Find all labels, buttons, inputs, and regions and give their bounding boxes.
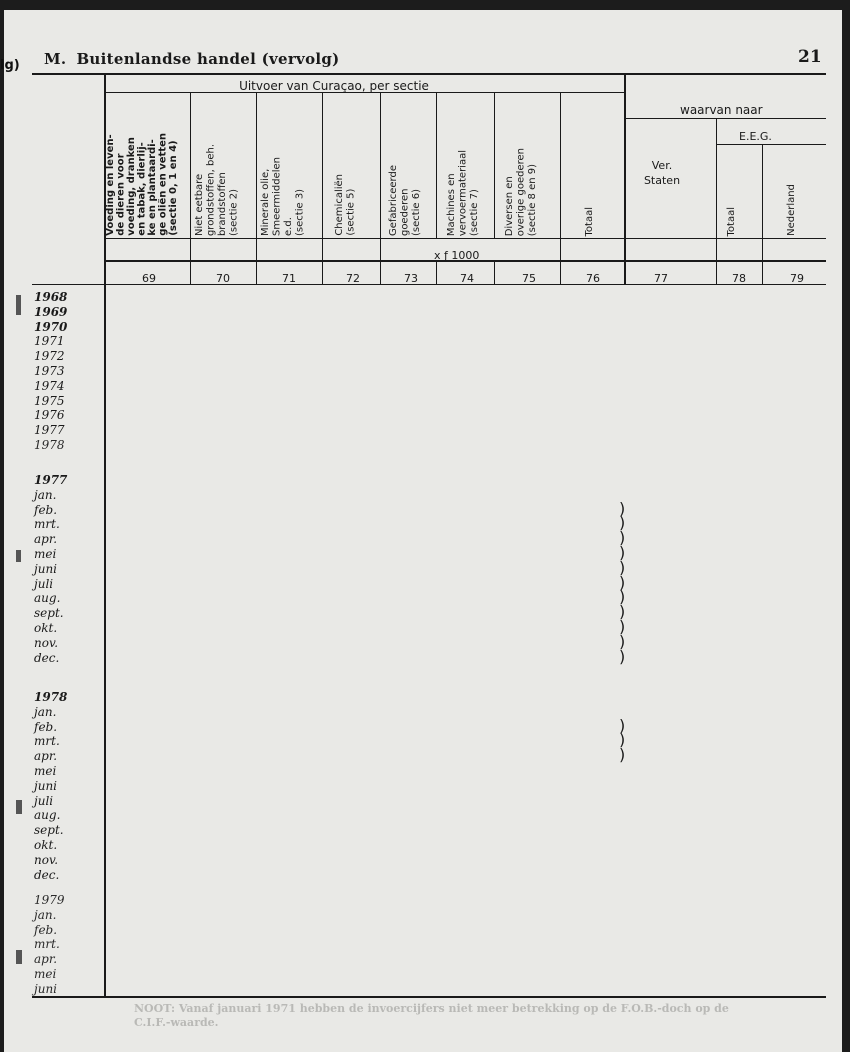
col-number: 72 <box>346 272 360 285</box>
eec-title: E.E.G. <box>739 130 772 143</box>
col-sep-mid <box>494 260 495 284</box>
brace-mark: ) <box>619 745 626 765</box>
row-label: nov. <box>34 852 59 867</box>
brace-mark: ) <box>619 602 626 622</box>
row-label: dec. <box>34 867 60 882</box>
col-sep <box>716 118 717 284</box>
col-sep <box>322 92 323 284</box>
row-label: 1979 <box>34 893 65 907</box>
col-header-71: Minerale olie, Smeermiddelen e.d. (sectie 3) <box>260 157 306 236</box>
col-number: 69 <box>142 272 156 285</box>
col-number: 79 <box>790 272 804 285</box>
united-states-header: Ver. Staten <box>643 159 681 187</box>
row-label: sept. <box>34 823 64 838</box>
row-label: jan. <box>34 907 57 922</box>
row-label: mei <box>34 967 57 981</box>
row-label: mrt. <box>34 734 60 749</box>
hole-punch-mark <box>16 950 22 964</box>
col-header-73: Gefabriceerde goederen (sectie 6) <box>388 164 422 236</box>
col-sep <box>624 73 626 284</box>
row-label: juni <box>34 561 58 576</box>
row-label: aug. <box>34 591 61 606</box>
row-label: sept. <box>34 606 64 621</box>
row-label: mrt. <box>34 937 60 952</box>
hole-punch-mark <box>16 800 22 814</box>
row-label: aug. <box>34 808 61 823</box>
destination-title: waarvan naar <box>680 103 763 117</box>
brace-mark: ) <box>619 715 626 735</box>
brace-mark: ) <box>619 617 626 636</box>
col-number: 71 <box>282 272 296 285</box>
col-sep <box>762 144 763 284</box>
col-sep <box>256 92 257 284</box>
row-label: 1978 <box>34 438 65 452</box>
row-label: 1978 <box>34 690 68 704</box>
brace-mark: ) <box>619 730 626 750</box>
row-label: nov. <box>34 635 59 650</box>
row-label: 1977 <box>34 473 68 487</box>
col-number: 74 <box>460 272 474 285</box>
hole-punch-mark <box>16 550 21 562</box>
col-header-72: Chemicaliën (sectie 5) <box>334 174 357 236</box>
brace-mark: ) <box>619 528 626 548</box>
footnote: NOOT: Vanaf januari 1971 hebben de invoercijfers niet meer betrekking op de F.O.B.-doch op de C.I.F.-waarde. <box>134 1002 729 1029</box>
col-number: 77 <box>654 272 668 285</box>
col-sep <box>436 92 437 238</box>
col-header-78: Totaal <box>726 206 737 236</box>
col-sep <box>380 92 381 284</box>
col-header-75: Diversen en overige goederen (sectie 8 en 9) <box>504 147 538 236</box>
row-label: apr. <box>34 952 58 967</box>
header-rule-top <box>32 73 826 75</box>
brace-mark: ) <box>619 587 626 607</box>
export-by-section-title: Uitvoer van Curaçao, per sectie <box>239 79 429 93</box>
row-label: jan. <box>34 704 57 719</box>
brace-mark: ) <box>619 646 626 666</box>
row-label: juli <box>34 576 54 591</box>
row-label: 1972 <box>34 349 65 364</box>
row-label: mei <box>34 764 57 778</box>
row-label: apr. <box>34 532 58 547</box>
col-number: 76 <box>586 272 600 285</box>
row-label: juni <box>34 778 58 793</box>
document-page <box>0 10 842 1052</box>
row-label: 1971 <box>34 334 65 349</box>
col-number: 75 <box>522 272 536 285</box>
section-header: M. Buitenlandse handel (vervolg) <box>44 50 340 68</box>
hole-punch-mark <box>16 295 21 315</box>
row-label: mei <box>34 547 57 561</box>
header-rule-unit-top <box>104 238 826 239</box>
header-rule-waarvan <box>626 118 826 119</box>
col-sep-mid <box>436 260 437 284</box>
col-header-76: Totaal <box>584 206 595 236</box>
row-label: mrt. <box>34 517 60 532</box>
row-label: 1970 <box>34 319 68 334</box>
row-label: jan. <box>34 487 57 502</box>
row-label: dec. <box>34 650 60 665</box>
col-header-69: Voeding en leven- de dieren voor voeding, dranken en tabak, dierlij- ke en plantaardi- ge oliën en vetten (sectie 0, 1 en 4) <box>105 133 179 236</box>
col-sep <box>494 92 495 238</box>
row-label: okt. <box>34 838 58 852</box>
brace-mark: ) <box>619 498 626 518</box>
col-number: 73 <box>404 272 418 285</box>
row-label: okt. <box>34 621 58 635</box>
brace-mark: ) <box>619 513 626 533</box>
row-label: 1974 <box>34 378 65 393</box>
cut-off-text-left: lg) <box>0 58 20 73</box>
brace-mark: ) <box>619 557 626 577</box>
row-label: feb. <box>34 719 58 734</box>
row-label: 1976 <box>34 408 65 423</box>
brace-mark: ) <box>619 631 626 651</box>
row-label: 1968 <box>34 290 68 304</box>
col-header-70: Niet eetbare grondstoffen, beh. brandstoffen (sectie 2) <box>194 143 240 236</box>
unit-label: x ƒ 1000 <box>434 249 480 262</box>
header-rule-eeg <box>716 144 826 145</box>
brace-mark: ) <box>619 572 626 592</box>
row-label: feb. <box>34 922 58 937</box>
row-label: 1973 <box>34 364 65 378</box>
row-label: 1977 <box>34 423 65 438</box>
brace-mark: ) <box>619 543 626 562</box>
row-label: juli <box>34 793 54 808</box>
row-label: 1969 <box>34 304 68 319</box>
col-sep <box>560 92 561 284</box>
col-header-79: Nederland <box>786 184 797 236</box>
table-rule-bottom <box>32 996 826 998</box>
row-label: 1975 <box>34 393 65 408</box>
row-label: juni <box>34 981 58 996</box>
col-sep <box>190 92 191 284</box>
row-label: feb. <box>34 502 58 517</box>
col-number: 70 <box>216 272 230 285</box>
col-header-74: Machines en vervoermateriaal (sectie 7) <box>446 149 480 236</box>
page-number: 21 <box>798 47 822 67</box>
row-label: apr. <box>34 749 58 764</box>
col-number: 78 <box>732 272 746 285</box>
